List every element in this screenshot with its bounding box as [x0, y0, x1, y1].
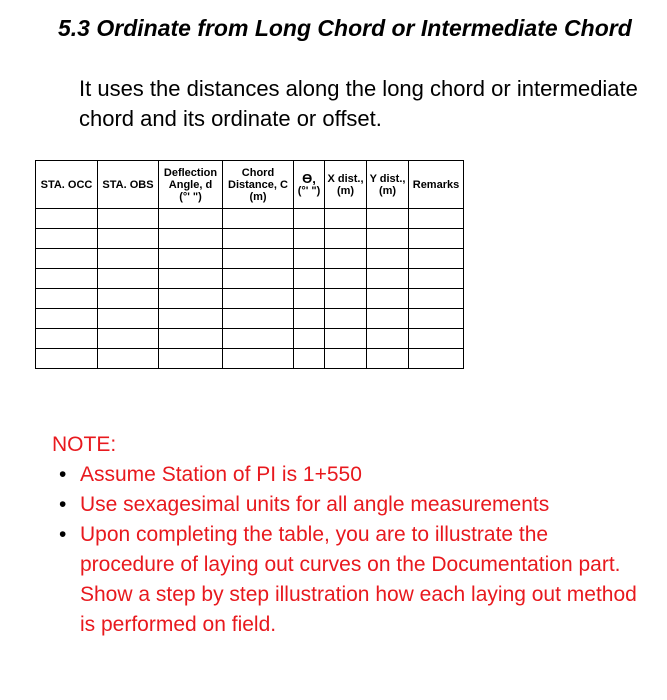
table-cell[interactable] — [223, 289, 294, 309]
table-cell[interactable] — [98, 209, 159, 229]
table-cell[interactable] — [325, 269, 367, 289]
note-title: NOTE: — [52, 433, 117, 456]
table-cell[interactable] — [36, 349, 98, 369]
table-cell[interactable] — [98, 329, 159, 349]
table-row — [36, 209, 464, 229]
table-cell[interactable] — [409, 209, 464, 229]
header-remarks: Remarks — [409, 161, 464, 209]
table-cell[interactable] — [325, 209, 367, 229]
table-cell[interactable] — [325, 309, 367, 329]
bullet-icon: • — [59, 463, 67, 486]
table-cell[interactable] — [409, 249, 464, 269]
table-cell[interactable] — [223, 309, 294, 329]
table-cell[interactable] — [325, 349, 367, 369]
field-notes-table — [35, 160, 464, 369]
note-block — [52, 430, 642, 640]
table-row — [36, 289, 464, 309]
table-cell[interactable] — [367, 229, 409, 249]
table-header-row — [36, 161, 464, 209]
table-cell[interactable] — [294, 329, 325, 349]
table-cell[interactable] — [36, 249, 98, 269]
note-item-text: Upon completing the table, you are to illustrate the procedure of laying out curves on the Documentation part. Show a step by step illustration how each laying out method is performed on field. — [80, 523, 637, 636]
table-cell[interactable] — [409, 309, 464, 329]
table-cell[interactable] — [409, 229, 464, 249]
table-cell[interactable] — [325, 329, 367, 349]
table-cell[interactable] — [325, 289, 367, 309]
table-cell[interactable] — [409, 289, 464, 309]
table-cell[interactable] — [294, 289, 325, 309]
table-cell[interactable] — [367, 249, 409, 269]
table-cell[interactable] — [367, 269, 409, 289]
header-sta-occ: STA. OCC — [36, 161, 98, 209]
table-cell[interactable] — [223, 249, 294, 269]
table-cell[interactable] — [367, 349, 409, 369]
table-cell[interactable] — [98, 249, 159, 269]
table-cell[interactable] — [294, 349, 325, 369]
table-cell[interactable] — [325, 249, 367, 269]
note-item — [52, 520, 642, 640]
header-chord-distance: Chord Distance, C (m) — [223, 161, 294, 209]
table-cell[interactable] — [159, 229, 223, 249]
table-cell[interactable] — [223, 229, 294, 249]
table-cell[interactable] — [294, 309, 325, 329]
table-row — [36, 249, 464, 269]
table-cell[interactable] — [36, 289, 98, 309]
table-cell[interactable] — [223, 349, 294, 369]
note-item — [52, 490, 642, 520]
table-row — [36, 309, 464, 329]
table-row — [36, 349, 464, 369]
table-body — [36, 209, 464, 369]
bullet-icon: • — [59, 493, 67, 516]
table-cell[interactable] — [223, 209, 294, 229]
header-sta-obs: STA. OBS — [98, 161, 159, 209]
table-cell[interactable] — [294, 269, 325, 289]
note-item-text: Use sexagesimal units for all angle measurements — [80, 493, 550, 516]
section-heading: 5.3 Ordinate from Long Chord or Intermediate Chord — [58, 15, 632, 41]
table-cell[interactable] — [159, 329, 223, 349]
table-cell[interactable] — [367, 309, 409, 329]
table-cell[interactable] — [36, 269, 98, 289]
table-cell[interactable] — [159, 209, 223, 229]
table-cell[interactable] — [36, 209, 98, 229]
header-deflection-angle: Deflection Angle, d (°' ") — [159, 161, 223, 209]
table-cell[interactable] — [36, 329, 98, 349]
section-intro: It uses the distances along the long chord or intermediate chord and its ordinate or offset. — [79, 76, 638, 131]
table-cell[interactable] — [159, 349, 223, 369]
table-cell[interactable] — [223, 269, 294, 289]
table-cell[interactable] — [159, 249, 223, 269]
table-cell[interactable] — [409, 329, 464, 349]
table-cell[interactable] — [98, 309, 159, 329]
table-cell[interactable] — [367, 209, 409, 229]
note-item — [52, 460, 642, 490]
header-theta: ϴ, (°' ") — [294, 161, 325, 209]
table-cell[interactable] — [223, 329, 294, 349]
table-cell[interactable] — [98, 349, 159, 369]
header-x-distance: X dist., (m) — [325, 161, 367, 209]
table-cell[interactable] — [159, 289, 223, 309]
table-cell[interactable] — [294, 249, 325, 269]
table-row — [36, 269, 464, 289]
table-cell[interactable] — [367, 289, 409, 309]
table-cell[interactable] — [294, 209, 325, 229]
table-row — [36, 229, 464, 249]
table-cell[interactable] — [36, 229, 98, 249]
table-cell[interactable] — [98, 289, 159, 309]
table-cell[interactable] — [98, 269, 159, 289]
table-cell[interactable] — [98, 229, 159, 249]
table-cell[interactable] — [159, 269, 223, 289]
table-cell[interactable] — [367, 329, 409, 349]
table-cell[interactable] — [36, 309, 98, 329]
table-row — [36, 329, 464, 349]
header-y-distance: Y dist., (m) — [367, 161, 409, 209]
bullet-icon: • — [59, 523, 67, 546]
table-cell[interactable] — [409, 349, 464, 369]
table-cell[interactable] — [159, 309, 223, 329]
table-cell[interactable] — [325, 229, 367, 249]
table-cell[interactable] — [294, 229, 325, 249]
note-item-text: Assume Station of PI is 1+550 — [80, 463, 362, 486]
table-cell[interactable] — [409, 269, 464, 289]
